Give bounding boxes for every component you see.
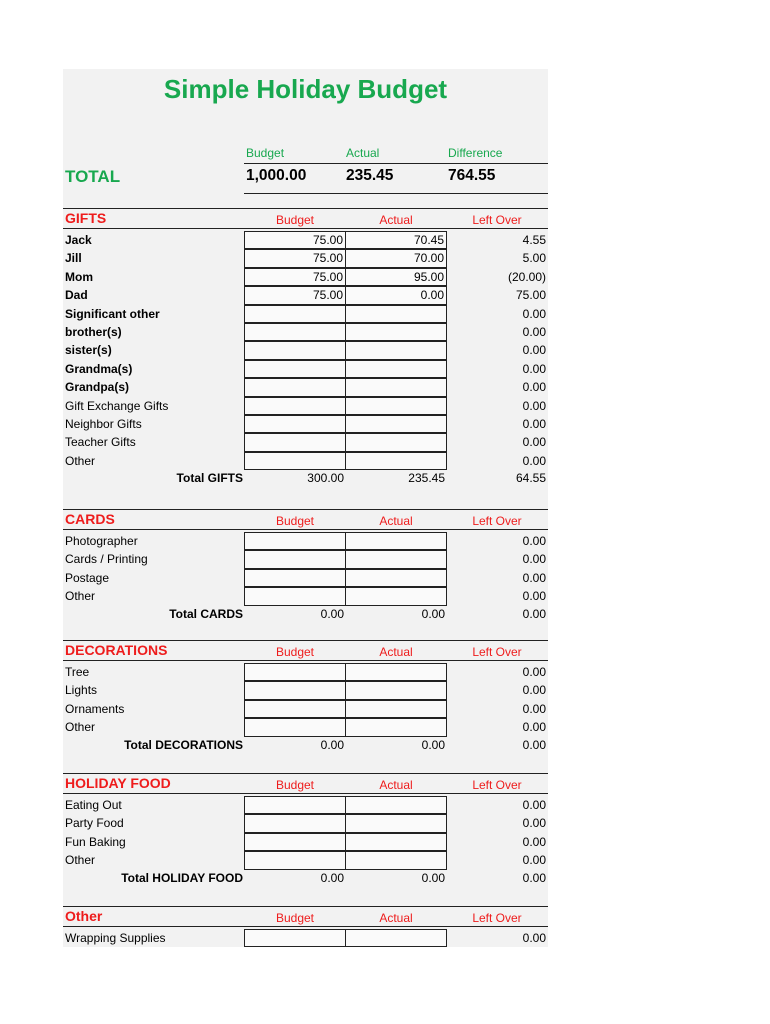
decorations-section-title: DECORATIONS xyxy=(65,642,168,658)
left-over-value: 0.00 xyxy=(522,417,546,431)
total-label: Total HOLIDAY FOOD xyxy=(121,870,243,885)
left-over-value: 0.00 xyxy=(522,798,546,812)
decorations-left-over-header: Left Over xyxy=(472,645,522,659)
total-label: Total DECORATIONS xyxy=(124,737,243,752)
total-actual: 0.00 xyxy=(421,870,445,885)
actual-input-cell[interactable]: 70.00 xyxy=(345,249,447,267)
budget-input-cell[interactable] xyxy=(244,814,346,832)
cards-section-title: CARDS xyxy=(65,511,115,527)
budget-input-cell[interactable] xyxy=(244,929,346,947)
budget-row xyxy=(63,360,548,378)
actual-input-cell[interactable] xyxy=(345,415,447,433)
summary-difference-header: Difference xyxy=(448,146,503,160)
total-left-over: 0.00 xyxy=(522,870,546,885)
total-budget: 0.00 xyxy=(320,737,344,752)
budget-input-cell[interactable]: 75.00 xyxy=(244,286,346,304)
actual-input-cell[interactable] xyxy=(345,550,447,568)
budget-input-cell[interactable] xyxy=(244,415,346,433)
budget-input-cell[interactable] xyxy=(244,569,346,587)
row-label: Jack xyxy=(65,233,92,247)
summary-total-actual: 235.45 xyxy=(346,167,394,184)
row-label: Other xyxy=(65,720,96,735)
budget-row xyxy=(63,323,548,341)
gifts-top-rule xyxy=(63,208,548,209)
total-left-over: 64.55 xyxy=(515,471,546,486)
budget-row xyxy=(63,569,548,587)
left-over-value: 0.00 xyxy=(522,453,546,468)
gifts-section-title: GIFTS xyxy=(65,210,107,226)
row-label: brother(s) xyxy=(65,325,122,339)
left-over-value: 0.00 xyxy=(522,534,546,548)
row-label: Wrapping Supplies xyxy=(65,931,166,945)
actual-input-cell[interactable] xyxy=(345,681,447,699)
actual-input-cell[interactable] xyxy=(345,341,447,359)
actual-input-cell[interactable] xyxy=(345,814,447,832)
row-label: Party Food xyxy=(65,816,124,831)
actual-input-cell[interactable] xyxy=(345,397,447,415)
left-over-value: 0.00 xyxy=(522,701,546,716)
budget-input-cell[interactable] xyxy=(244,700,346,718)
row-label: Other xyxy=(65,853,96,868)
other-actual-header: Actual xyxy=(379,911,413,925)
left-over-value: 0.00 xyxy=(522,816,546,831)
left-over-value: 0.00 xyxy=(522,931,546,945)
budget-row xyxy=(63,286,548,304)
actual-input-cell[interactable] xyxy=(345,833,447,851)
budget-input-cell[interactable]: 75.00 xyxy=(244,231,346,249)
row-label: Cards / Printing xyxy=(65,552,148,567)
decorations-total-row xyxy=(63,736,548,754)
holiday-food-budget-header: Budget xyxy=(275,778,315,792)
holiday-food-header-rule xyxy=(63,793,548,794)
actual-input-cell[interactable] xyxy=(345,700,447,718)
left-over-value: 0.00 xyxy=(522,325,546,339)
budget-row xyxy=(63,814,548,832)
row-label: Photographer xyxy=(65,534,138,548)
gifts-header-rule xyxy=(63,228,548,229)
summary-actual-header: Actual xyxy=(346,146,380,160)
actual-input-cell[interactable] xyxy=(345,323,447,341)
decorations-actual-header: Actual xyxy=(379,645,413,659)
left-over-value: 0.00 xyxy=(522,589,546,604)
summary-budget-header: Budget xyxy=(246,146,285,160)
row-label: Fun Baking xyxy=(65,834,126,849)
other-header-rule xyxy=(63,926,548,927)
budget-row xyxy=(63,415,548,433)
decorations-budget-header: Budget xyxy=(275,645,315,659)
budget-row xyxy=(63,231,548,249)
actual-input-cell[interactable] xyxy=(345,663,447,681)
row-label: Mom xyxy=(65,269,93,284)
budget-input-cell[interactable]: 75.00 xyxy=(244,268,346,286)
gifts-total-row xyxy=(63,469,548,487)
cards-top-rule xyxy=(63,509,548,510)
page-title: Simple Holiday Budget xyxy=(163,74,448,104)
cards-budget-header: Budget xyxy=(275,514,315,528)
total-left-over: 0.00 xyxy=(522,606,546,621)
left-over-value: 5.00 xyxy=(522,251,546,266)
budget-input-cell[interactable] xyxy=(244,452,346,470)
budget-row xyxy=(63,268,548,286)
left-over-value: 0.00 xyxy=(522,834,546,849)
cards-actual-header: Actual xyxy=(379,514,413,528)
row-label: Ornaments xyxy=(65,701,125,716)
budget-row xyxy=(63,718,548,736)
summary-total-label: TOTAL xyxy=(65,167,121,186)
summary-total-budget: 1,000.00 xyxy=(246,167,307,184)
holiday-food-actual-header: Actual xyxy=(379,778,413,792)
actual-input-cell[interactable] xyxy=(345,796,447,814)
budget-input-cell[interactable] xyxy=(244,718,346,736)
left-over-value: 0.00 xyxy=(522,570,546,585)
budget-input-cell[interactable] xyxy=(244,587,346,605)
total-budget: 300.00 xyxy=(307,471,344,486)
total-budget: 0.00 xyxy=(320,606,344,621)
budget-input-cell[interactable] xyxy=(244,397,346,415)
row-label: Lights xyxy=(65,683,98,698)
budget-input-cell[interactable] xyxy=(244,323,346,341)
row-label: Grandma(s) xyxy=(65,361,133,376)
left-over-value: 0.00 xyxy=(522,343,546,358)
holiday-food-top-rule xyxy=(63,773,548,774)
budget-input-cell[interactable] xyxy=(244,550,346,568)
gifts-left-over-header: Left Over xyxy=(472,213,522,227)
actual-input-cell[interactable]: 0.00 xyxy=(345,286,447,304)
actual-input-cell[interactable] xyxy=(345,360,447,378)
budget-row xyxy=(63,851,548,869)
budget-input-cell[interactable] xyxy=(244,532,346,550)
total-actual: 235.45 xyxy=(408,471,445,486)
summary-total-difference: 764.55 xyxy=(448,167,496,184)
gifts-budget-header: Budget xyxy=(275,213,315,227)
budget-row xyxy=(63,663,548,681)
row-label: Neighbor Gifts xyxy=(65,417,142,431)
budget-row xyxy=(63,833,548,851)
actual-input-cell[interactable] xyxy=(345,718,447,736)
total-actual: 0.00 xyxy=(421,737,445,752)
budget-input-cell[interactable] xyxy=(244,681,346,699)
row-label: Jill xyxy=(65,251,82,266)
left-over-value: 0.00 xyxy=(522,380,546,395)
left-over-value: 0.00 xyxy=(522,720,546,735)
cards-header-rule xyxy=(63,529,548,530)
actual-input-cell[interactable]: 70.45 xyxy=(345,231,447,249)
holiday-food-left-over-header: Left Over xyxy=(472,778,522,792)
decorations-top-rule xyxy=(63,640,548,641)
budget-row xyxy=(63,341,548,359)
actual-input-cell[interactable]: 95.00 xyxy=(345,268,447,286)
row-label: Other xyxy=(65,453,96,468)
row-label: Other xyxy=(65,589,96,604)
budget-row xyxy=(63,397,548,415)
cards-left-over-header: Left Over xyxy=(472,514,522,528)
total-label: Total CARDS xyxy=(169,606,243,621)
cards-total-row xyxy=(63,605,548,623)
budget-input-cell[interactable] xyxy=(244,663,346,681)
budget-input-cell[interactable] xyxy=(244,851,346,869)
budget-row xyxy=(63,700,548,718)
budget-input-cell[interactable]: 75.00 xyxy=(244,249,346,267)
budget-input-cell[interactable] xyxy=(244,796,346,814)
row-label: Postage xyxy=(65,570,110,585)
summary-bottom-line xyxy=(244,193,548,194)
row-label: Dad xyxy=(65,288,88,303)
left-over-value: 75.00 xyxy=(515,288,546,303)
actual-input-cell[interactable] xyxy=(345,433,447,451)
row-label: Gift Exchange Gifts xyxy=(65,398,169,413)
budget-row xyxy=(63,378,548,396)
left-over-value: 0.00 xyxy=(522,683,546,698)
budget-row xyxy=(63,249,548,267)
decorations-header-rule xyxy=(63,660,548,661)
total-label: Total GIFTS xyxy=(176,471,243,486)
holiday-food-total-row xyxy=(63,869,548,887)
left-over-value: 0.00 xyxy=(522,853,546,868)
actual-input-cell[interactable] xyxy=(345,378,447,396)
budget-row xyxy=(63,929,548,947)
left-over-value: 0.00 xyxy=(522,398,546,413)
actual-input-cell[interactable] xyxy=(345,929,447,947)
budget-row xyxy=(63,452,548,470)
total-left-over: 0.00 xyxy=(522,737,546,752)
budget-row xyxy=(63,796,548,814)
actual-input-cell[interactable] xyxy=(345,305,447,323)
total-actual: 0.00 xyxy=(421,606,445,621)
budget-input-cell[interactable] xyxy=(244,360,346,378)
budget-input-cell[interactable] xyxy=(244,341,346,359)
budget-row xyxy=(63,532,548,550)
left-over-value: 4.55 xyxy=(522,233,546,247)
budget-input-cell[interactable] xyxy=(244,378,346,396)
left-over-value: 0.00 xyxy=(522,552,546,567)
actual-input-cell[interactable] xyxy=(345,587,447,605)
actual-input-cell[interactable] xyxy=(345,569,447,587)
actual-input-cell[interactable] xyxy=(345,532,447,550)
budget-row xyxy=(63,433,548,451)
total-budget: 0.00 xyxy=(320,870,344,885)
summary-divider xyxy=(244,163,548,164)
row-label: Significant other xyxy=(65,306,160,321)
row-label: Grandpa(s) xyxy=(65,380,130,395)
budget-input-cell[interactable] xyxy=(244,833,346,851)
gifts-actual-header: Actual xyxy=(379,213,413,227)
budget-input-cell[interactable] xyxy=(244,433,346,451)
budget-row xyxy=(63,305,548,323)
other-section-title: Other xyxy=(65,908,103,924)
budget-row xyxy=(63,681,548,699)
actual-input-cell[interactable] xyxy=(345,851,447,869)
other-budget-header: Budget xyxy=(275,911,315,925)
holiday-food-section-title: HOLIDAY FOOD xyxy=(65,775,171,791)
budget-row xyxy=(63,587,548,605)
left-over-value: (20.00) xyxy=(507,269,546,284)
row-label: Eating Out xyxy=(65,798,122,812)
left-over-value: 0.00 xyxy=(522,361,546,376)
budget-input-cell[interactable] xyxy=(244,305,346,323)
budget-row xyxy=(63,550,548,568)
other-top-rule xyxy=(63,906,548,907)
other-left-over-header: Left Over xyxy=(472,911,522,925)
actual-input-cell[interactable] xyxy=(345,452,447,470)
left-over-value: 0.00 xyxy=(522,665,546,679)
left-over-value: 0.00 xyxy=(522,435,546,450)
row-label: Tree xyxy=(65,665,90,679)
row-label: Teacher Gifts xyxy=(65,435,136,450)
row-label: sister(s) xyxy=(65,343,112,358)
left-over-value: 0.00 xyxy=(522,306,546,321)
